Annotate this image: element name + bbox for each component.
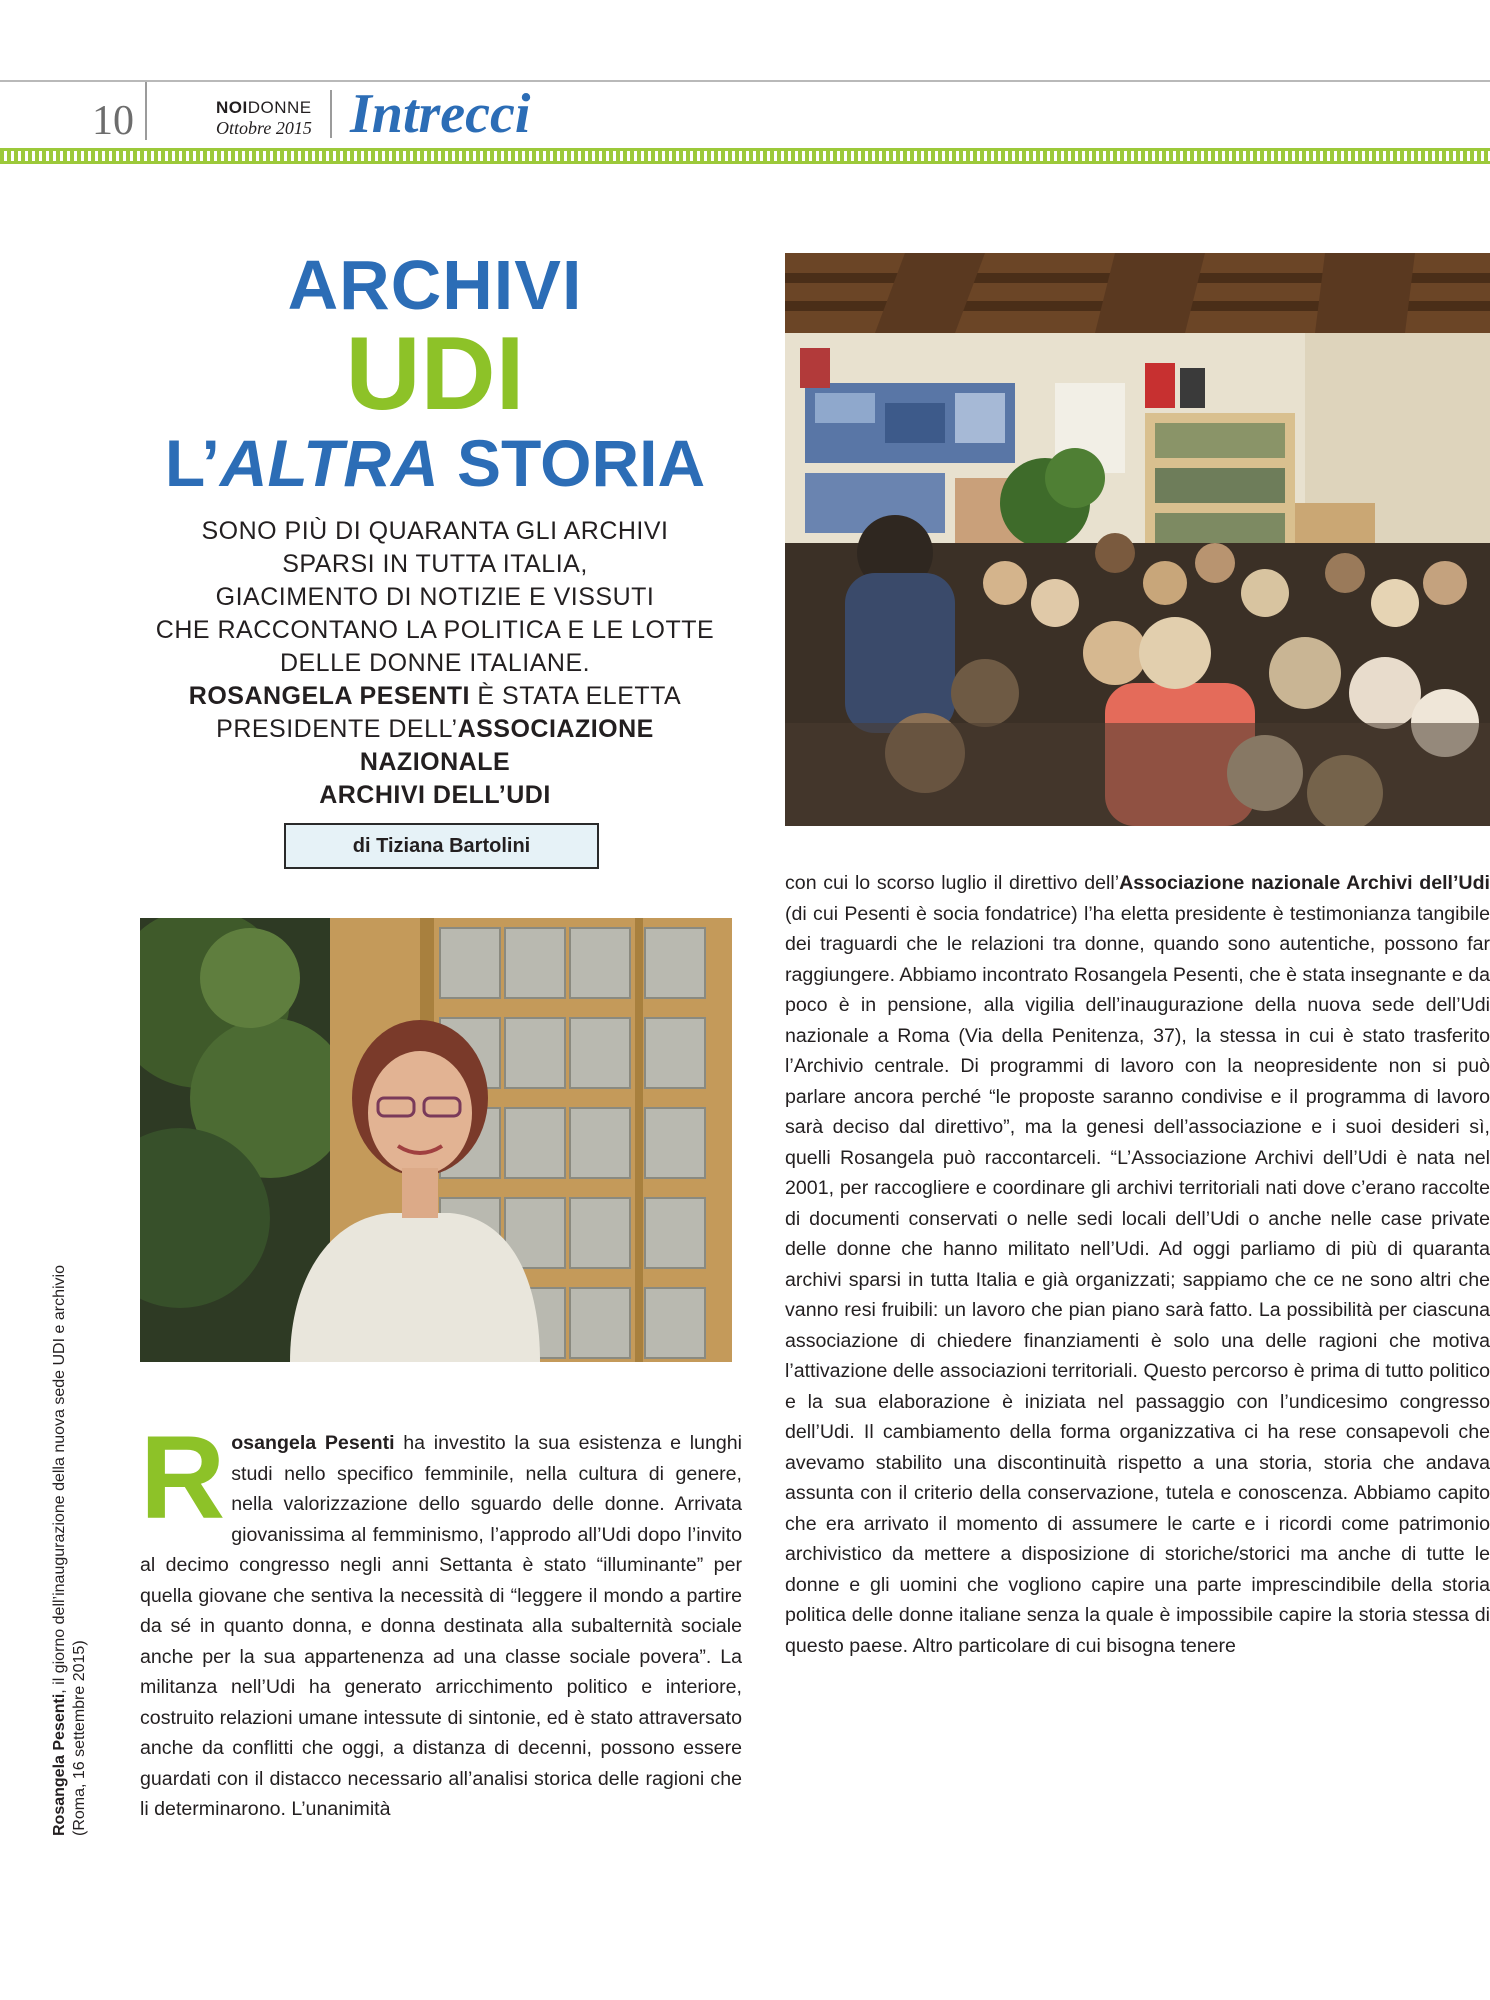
- body-text: ha investito la sua esistenza e lunghi studi nello specifico femminile, nella cultura di genere, nella valorizzazione dello sguardo delle donne. Arrivata giovanissima al femminismo, l’approdo all’Udi dopo l’invito al decimo congresso negli anni Settanta è stato “illuminante” per quella giovane che sentiva la necessità di “leggere il mondo a partire da sé in quanto donna, e donna destinata alla subalternità sociale anche per la sua appartenenza ad una classe sociale povera”. La militanza nell’Udi ha generato arricchimento politico e interiore, costruito relazioni umane intessute di sintonie, ed è stato attraversato anche da conflitti che oggi, a distanza di decenni, possono essere guardati con il distacco necessario all’analisi storica delle ragioni che li determinarono. L’unanimità: [140, 1432, 742, 1820]
- deck-line: CHE RACCONTANO LA POLITICA E LE LOTTE: [155, 616, 715, 644]
- deck-bold-name: ROSANGELA PESENTI: [188, 682, 470, 710]
- portrait-photo: [140, 918, 732, 1362]
- deck-line: DELLE DONNE ITALIANE.: [279, 649, 591, 677]
- event-crowd-photo: [785, 253, 1490, 826]
- magazine-name-bold: NOI: [216, 98, 248, 117]
- magazine-name-light: DONNE: [247, 98, 312, 117]
- lead-bold: osangela Pesenti: [231, 1432, 395, 1454]
- headline-line-3: [140, 426, 730, 500]
- header-divider: [145, 82, 147, 140]
- decorative-wavy-band: [0, 148, 1490, 164]
- deck-text: PRESIDENTE DELL’: [216, 715, 458, 743]
- caption-name: Rosangela Pesenti: [51, 1693, 68, 1836]
- body-text: con cui lo scorso luglio il direttivo dell’: [785, 872, 1120, 894]
- headline-line-2: UDI: [345, 316, 525, 432]
- caption-date: (Roma, 16 settembre 2015): [71, 1640, 88, 1836]
- body-text: (di cui Pesenti è socia fondatrice) l’ha eletta presidente è testimonianza tangibile dei traguardi che le relazioni tra donne, quando sono autentiche, possono far raggiungere. Abbiamo incontrato Rosangela Pesenti, che è stata insegnante e da poco è in pensione, alla vigilia dell’inaugurazione della nuova sede dell’Udi nazionale a Roma (Via della Penitenza, 37), la stessa in cui è stato trasferito l’Archivio centrale. Di programmi di lavoro con la neopresidente non si può parlare ancora perché “le proposte saranno condivise e il programma di lavoro sarà deciso dal direttivo”, ma la genesi dell’associazione e i suoi desideri sì, quelli Rosangela può raccontarceli. “L’Associazione Archivi dell’Udi è nata nel 2001, per raccogliere e coordinare gli archivi territoriali nati dove c’erano raccolte di documenti conservati o nelle sedi locali dell’Udi o anche nelle case private delle donne che hanno militato nell’Udi. Ad oggi parliamo di più di quaranta archivi sparsi in tutta Italia e già organizzati; sappiamo che ce ne sono altri che vanno resi fruibili: un lavoro che pian piano sarà fatto. La possibilità per ciascuna associazione di chiedere finanziamenti è solo una delle ragioni che motiva l’attivazione delle associazioni territoriali. Questo percorso è prima di tutto politico e la sua elaborazione è iniziata nel passaggio con l’undicesimo congresso dell’Udi. Il cambiamento della forma organizzativa ci ha rese consapevoli che avevamo stabilito una discontinuità rispetto a una storia, storia che andava assunta con il criterio della conservazione, tutela e conoscenza. Abbiamo capito che era arrivato il momento di assumere le carte e i ricordi come patrimonio archivistico da mettere a disposizione di storiche/storici ma anche di tutte le donne e gli uomini che vogliono capire una parte imprescindibile della storia politica delle donne italiane senza la quale è impossibile capire la storia stessa di questo paese. Altro particolare di cui bisogna tenere: [785, 902, 1490, 1657]
- section-title: Intrecci: [350, 83, 531, 145]
- deck-text: È STATA ELETTA: [469, 682, 682, 710]
- deck-bold-org: ASSOCIAZIONE NAZIONALE: [359, 715, 654, 776]
- page-number: 10: [92, 98, 134, 144]
- org-name-bold: Associazione nazionale Archivi dell’Udi: [1119, 872, 1490, 894]
- caption-line: [50, 1176, 70, 1836]
- byline: di Tiziana Bartolini: [284, 823, 599, 869]
- magazine-name: [216, 98, 312, 118]
- deck-line: [140, 680, 730, 713]
- issue-date: Ottobre 2015: [216, 118, 312, 138]
- deck-line: [140, 779, 730, 812]
- deck-line: SPARSI IN TUTTA ITALIA,: [282, 550, 588, 578]
- deck-line: GIACIMENTO DI NOTIZIE E VISSUTI: [215, 583, 655, 611]
- drop-cap: R: [140, 1412, 226, 1544]
- headline-italic-word: ALTRA: [219, 426, 439, 500]
- deck-bold-org: ARCHIVI DELL’UDI: [319, 781, 551, 809]
- article-deck: [140, 515, 730, 812]
- section-divider: [330, 90, 332, 138]
- headline-line-1: ARCHIVI: [287, 246, 583, 324]
- headline-prefix: L’: [164, 426, 220, 500]
- top-rule: [0, 80, 1490, 82]
- deck-line: [140, 713, 730, 779]
- headline-suffix: STORIA: [438, 426, 706, 500]
- caption-text: , il giorno dell’inaugurazione della nuova sede UDI e archivio: [51, 1265, 68, 1694]
- deck-line: SONO PIÙ DI QUARANTA GLI ARCHIVI: [201, 517, 669, 545]
- body-column-left: [140, 1412, 742, 1825]
- photo-caption: [50, 1176, 90, 1836]
- body-column-right: [785, 868, 1490, 1661]
